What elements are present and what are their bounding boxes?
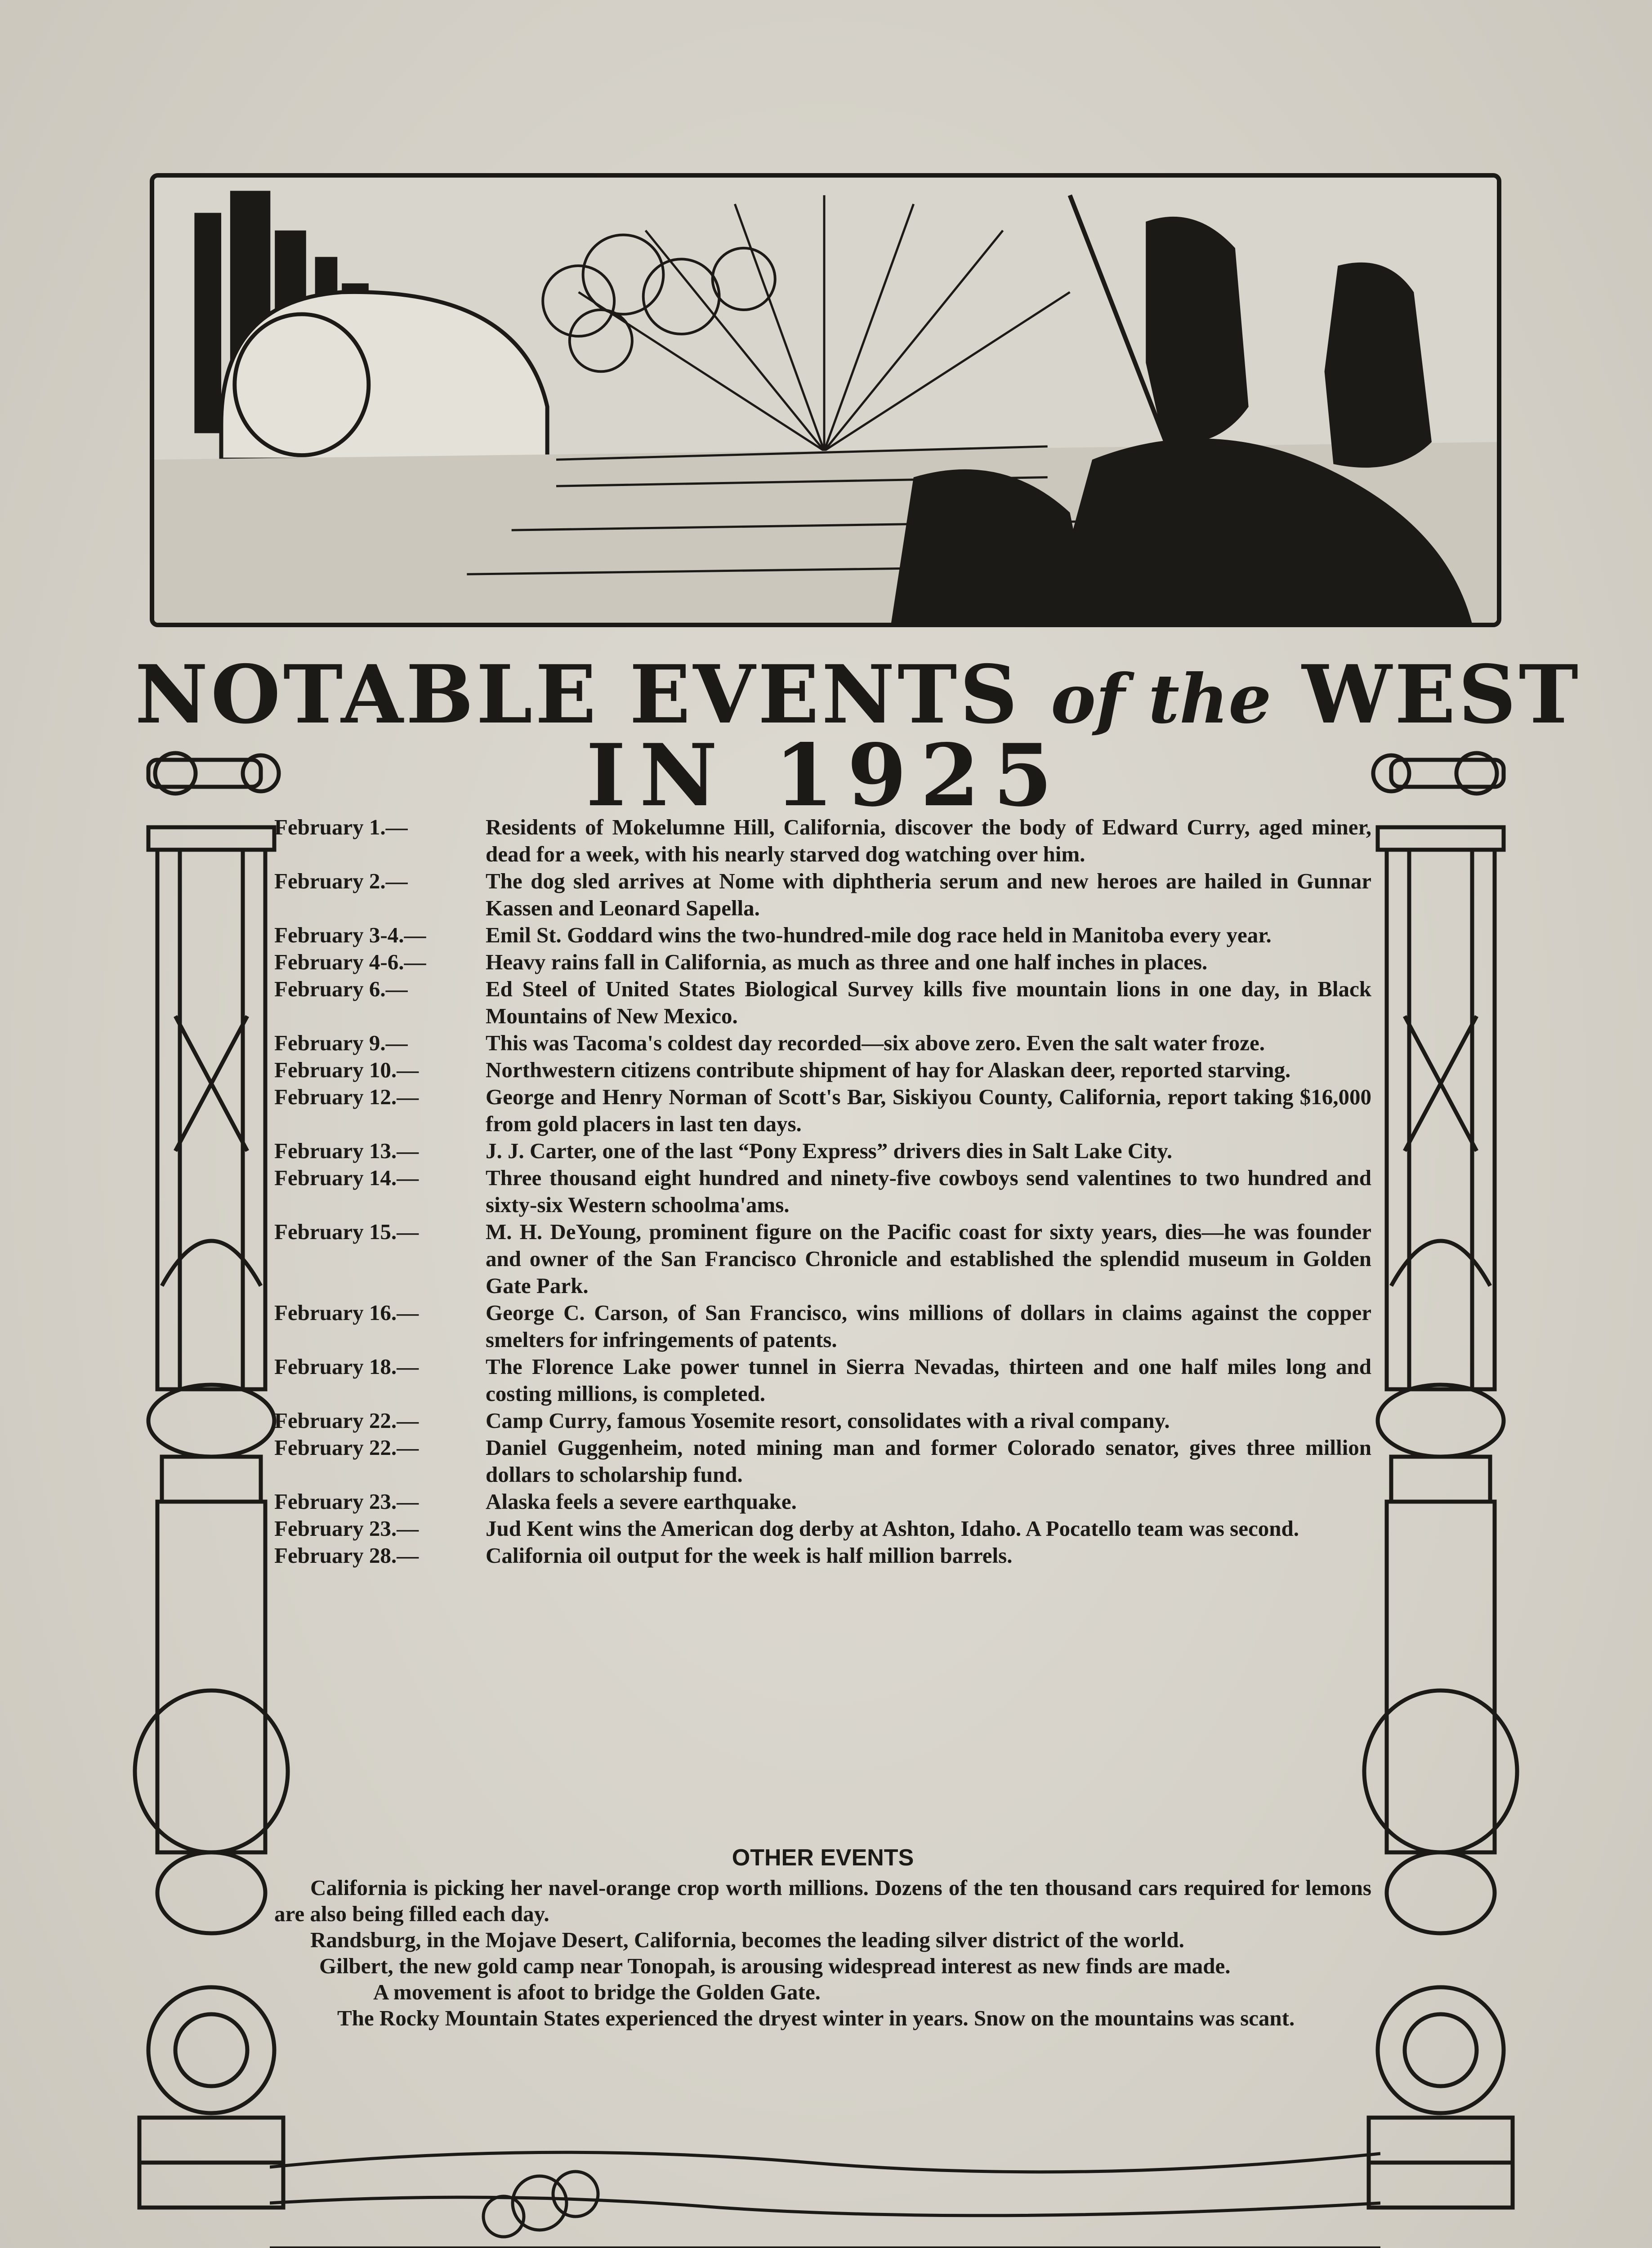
other-event-paragraph: Gilbert, the new gold camp near Tonopah, is arousing widespread interest as new finds are made. bbox=[319, 1954, 1231, 1978]
event-description: Northwestern citizens contribute shipment of hay for Alaskan deer, reported starving. bbox=[486, 1057, 1291, 1082]
event-entry bbox=[274, 1218, 1371, 1299]
event-date: February 3-4.— bbox=[274, 923, 426, 947]
right-pillar-ornament bbox=[1360, 746, 1531, 2244]
event-date: February 2.— bbox=[274, 869, 408, 893]
events-list bbox=[274, 814, 1371, 1569]
pioneer-scene-illustration bbox=[154, 178, 1497, 623]
event-entry bbox=[274, 868, 1371, 922]
event-entry bbox=[274, 976, 1371, 1030]
event-description: Heavy rains fall in California, as much as three and one half inches in places. bbox=[486, 950, 1208, 974]
event-date: February 14.— bbox=[274, 1165, 419, 1190]
event-entry bbox=[274, 1164, 1371, 1218]
title-part-b: of the bbox=[1050, 660, 1272, 739]
event-entry bbox=[274, 814, 1371, 868]
event-entry bbox=[274, 1137, 1371, 1164]
event-date: February 23.— bbox=[274, 1489, 419, 1514]
event-description: George C. Carson, of San Francisco, wins millions of dollars in claims against the copper smelters for infringements of patents. bbox=[486, 1300, 1371, 1352]
other-event-paragraph: Randsburg, in the Mojave Desert, California, becomes the leading silver district of the world. bbox=[310, 1927, 1184, 1952]
event-date: February 22.— bbox=[274, 1408, 419, 1433]
event-entry bbox=[274, 1488, 1371, 1515]
header-illustration bbox=[150, 173, 1501, 627]
event-date: February 9.— bbox=[274, 1030, 408, 1055]
event-date: February 13.— bbox=[274, 1138, 419, 1163]
event-description: Residents of Mokelumne Hill, California, discover the body of Edward Curry, aged miner, dead for a week, with his nearly starved dog watching over him. bbox=[486, 815, 1371, 866]
left-pillar-ornament bbox=[121, 746, 292, 2244]
event-entry bbox=[274, 1084, 1371, 1137]
event-description: Daniel Guggenheim, noted mining man and former Colorado senator, gives three million dollars to scholarship fund. bbox=[486, 1435, 1371, 1487]
event-entry bbox=[274, 949, 1371, 976]
event-entry bbox=[274, 1542, 1371, 1569]
event-entry bbox=[274, 1057, 1371, 1084]
event-entry bbox=[274, 1407, 1371, 1434]
event-entry bbox=[274, 1030, 1371, 1057]
event-date: February 28.— bbox=[274, 1543, 419, 1568]
other-events-heading: OTHER EVENTS bbox=[732, 1845, 914, 1871]
event-description: The dog sled arrives at Nome with diphtheria serum and new heroes are hailed in Gunnar Kassen and Leonard Sapella. bbox=[486, 869, 1371, 920]
event-date: February 18.— bbox=[274, 1354, 419, 1379]
event-description: Ed Steel of United States Biological Survey kills five mountain lions in one day, in Black Mountains of New Mexico. bbox=[486, 977, 1371, 1028]
event-description: This was Tacoma's coldest day recorded—six above zero. Even the salt water froze. bbox=[486, 1030, 1265, 1055]
event-entry bbox=[274, 922, 1371, 949]
surveyor-pillar-icon bbox=[121, 746, 292, 2244]
event-description: The Florence Lake power tunnel in Sierra Nevadas, thirteen and one half miles long and costing millions, is completed. bbox=[486, 1354, 1371, 1406]
event-description: M. H. DeYoung, prominent figure on the Pacific coast for sixty years, dies—he was founder and owner of the San Francisco Chronicle and established the splendid museum in Golden Gate Park. bbox=[486, 1219, 1371, 1298]
event-entry bbox=[274, 1353, 1371, 1407]
event-description: Alaska feels a severe earthquake. bbox=[486, 1489, 797, 1514]
title-part-c: WEST bbox=[1302, 647, 1581, 741]
other-events-section bbox=[274, 1875, 1371, 2031]
event-date: February 4-6.— bbox=[274, 950, 426, 974]
bottom-landscape-illustration bbox=[270, 2113, 1380, 2248]
event-description: Emil St. Goddard wins the two-hundred-mile dog race held in Manitoba every year. bbox=[486, 923, 1272, 947]
title-part-a: NOTABLE EVENTS bbox=[135, 647, 1020, 741]
event-description: Three thousand eight hundred and ninety-five cowboys send valentines to two hundred and sixty-six Western schoolma'ams. bbox=[486, 1165, 1371, 1217]
other-event-paragraph: The Rocky Mountain States experienced the dryest winter in years. Snow on the mountains was scant. bbox=[337, 2006, 1295, 2030]
event-date: February 22.— bbox=[274, 1435, 419, 1460]
event-description: Jud Kent wins the American dog derby at Ashton, Idaho. A Pocatello team was second. bbox=[486, 1516, 1299, 1541]
event-date: February 1.— bbox=[274, 815, 408, 839]
landscape-icon bbox=[270, 2113, 1380, 2248]
event-description: Camp Curry, famous Yosemite resort, consolidates with a rival company. bbox=[486, 1408, 1170, 1433]
event-date: February 23.— bbox=[274, 1516, 419, 1541]
event-description: California oil output for the week is half million barrels. bbox=[486, 1543, 1013, 1568]
page-subtitle: IN 1925 bbox=[586, 725, 1066, 825]
event-date: February 15.— bbox=[274, 1219, 419, 1244]
event-entry bbox=[274, 1515, 1371, 1542]
other-event-paragraph: California is picking her navel-orange crop worth millions. Dozens of the ten thousand cars required for lemons are also being filled each day. bbox=[274, 1875, 1371, 1926]
event-date: February 6.— bbox=[274, 977, 408, 1001]
other-event-paragraph: A movement is afoot to bridge the Golden Gate. bbox=[373, 1980, 821, 2004]
event-date: February 12.— bbox=[274, 1084, 419, 1109]
event-entry bbox=[274, 1434, 1371, 1488]
event-description: George and Henry Norman of Scott's Bar, Siskiyou County, California, report taking $16,000 from gold placers in last ten days. bbox=[486, 1084, 1371, 1136]
surveyor-pillar-icon bbox=[1360, 746, 1531, 2244]
event-entry bbox=[274, 1299, 1371, 1353]
event-date: February 10.— bbox=[274, 1057, 419, 1082]
event-description: J. J. Carter, one of the last “Pony Express” drivers dies in Salt Lake City. bbox=[486, 1138, 1173, 1163]
event-date: February 16.— bbox=[274, 1300, 419, 1325]
